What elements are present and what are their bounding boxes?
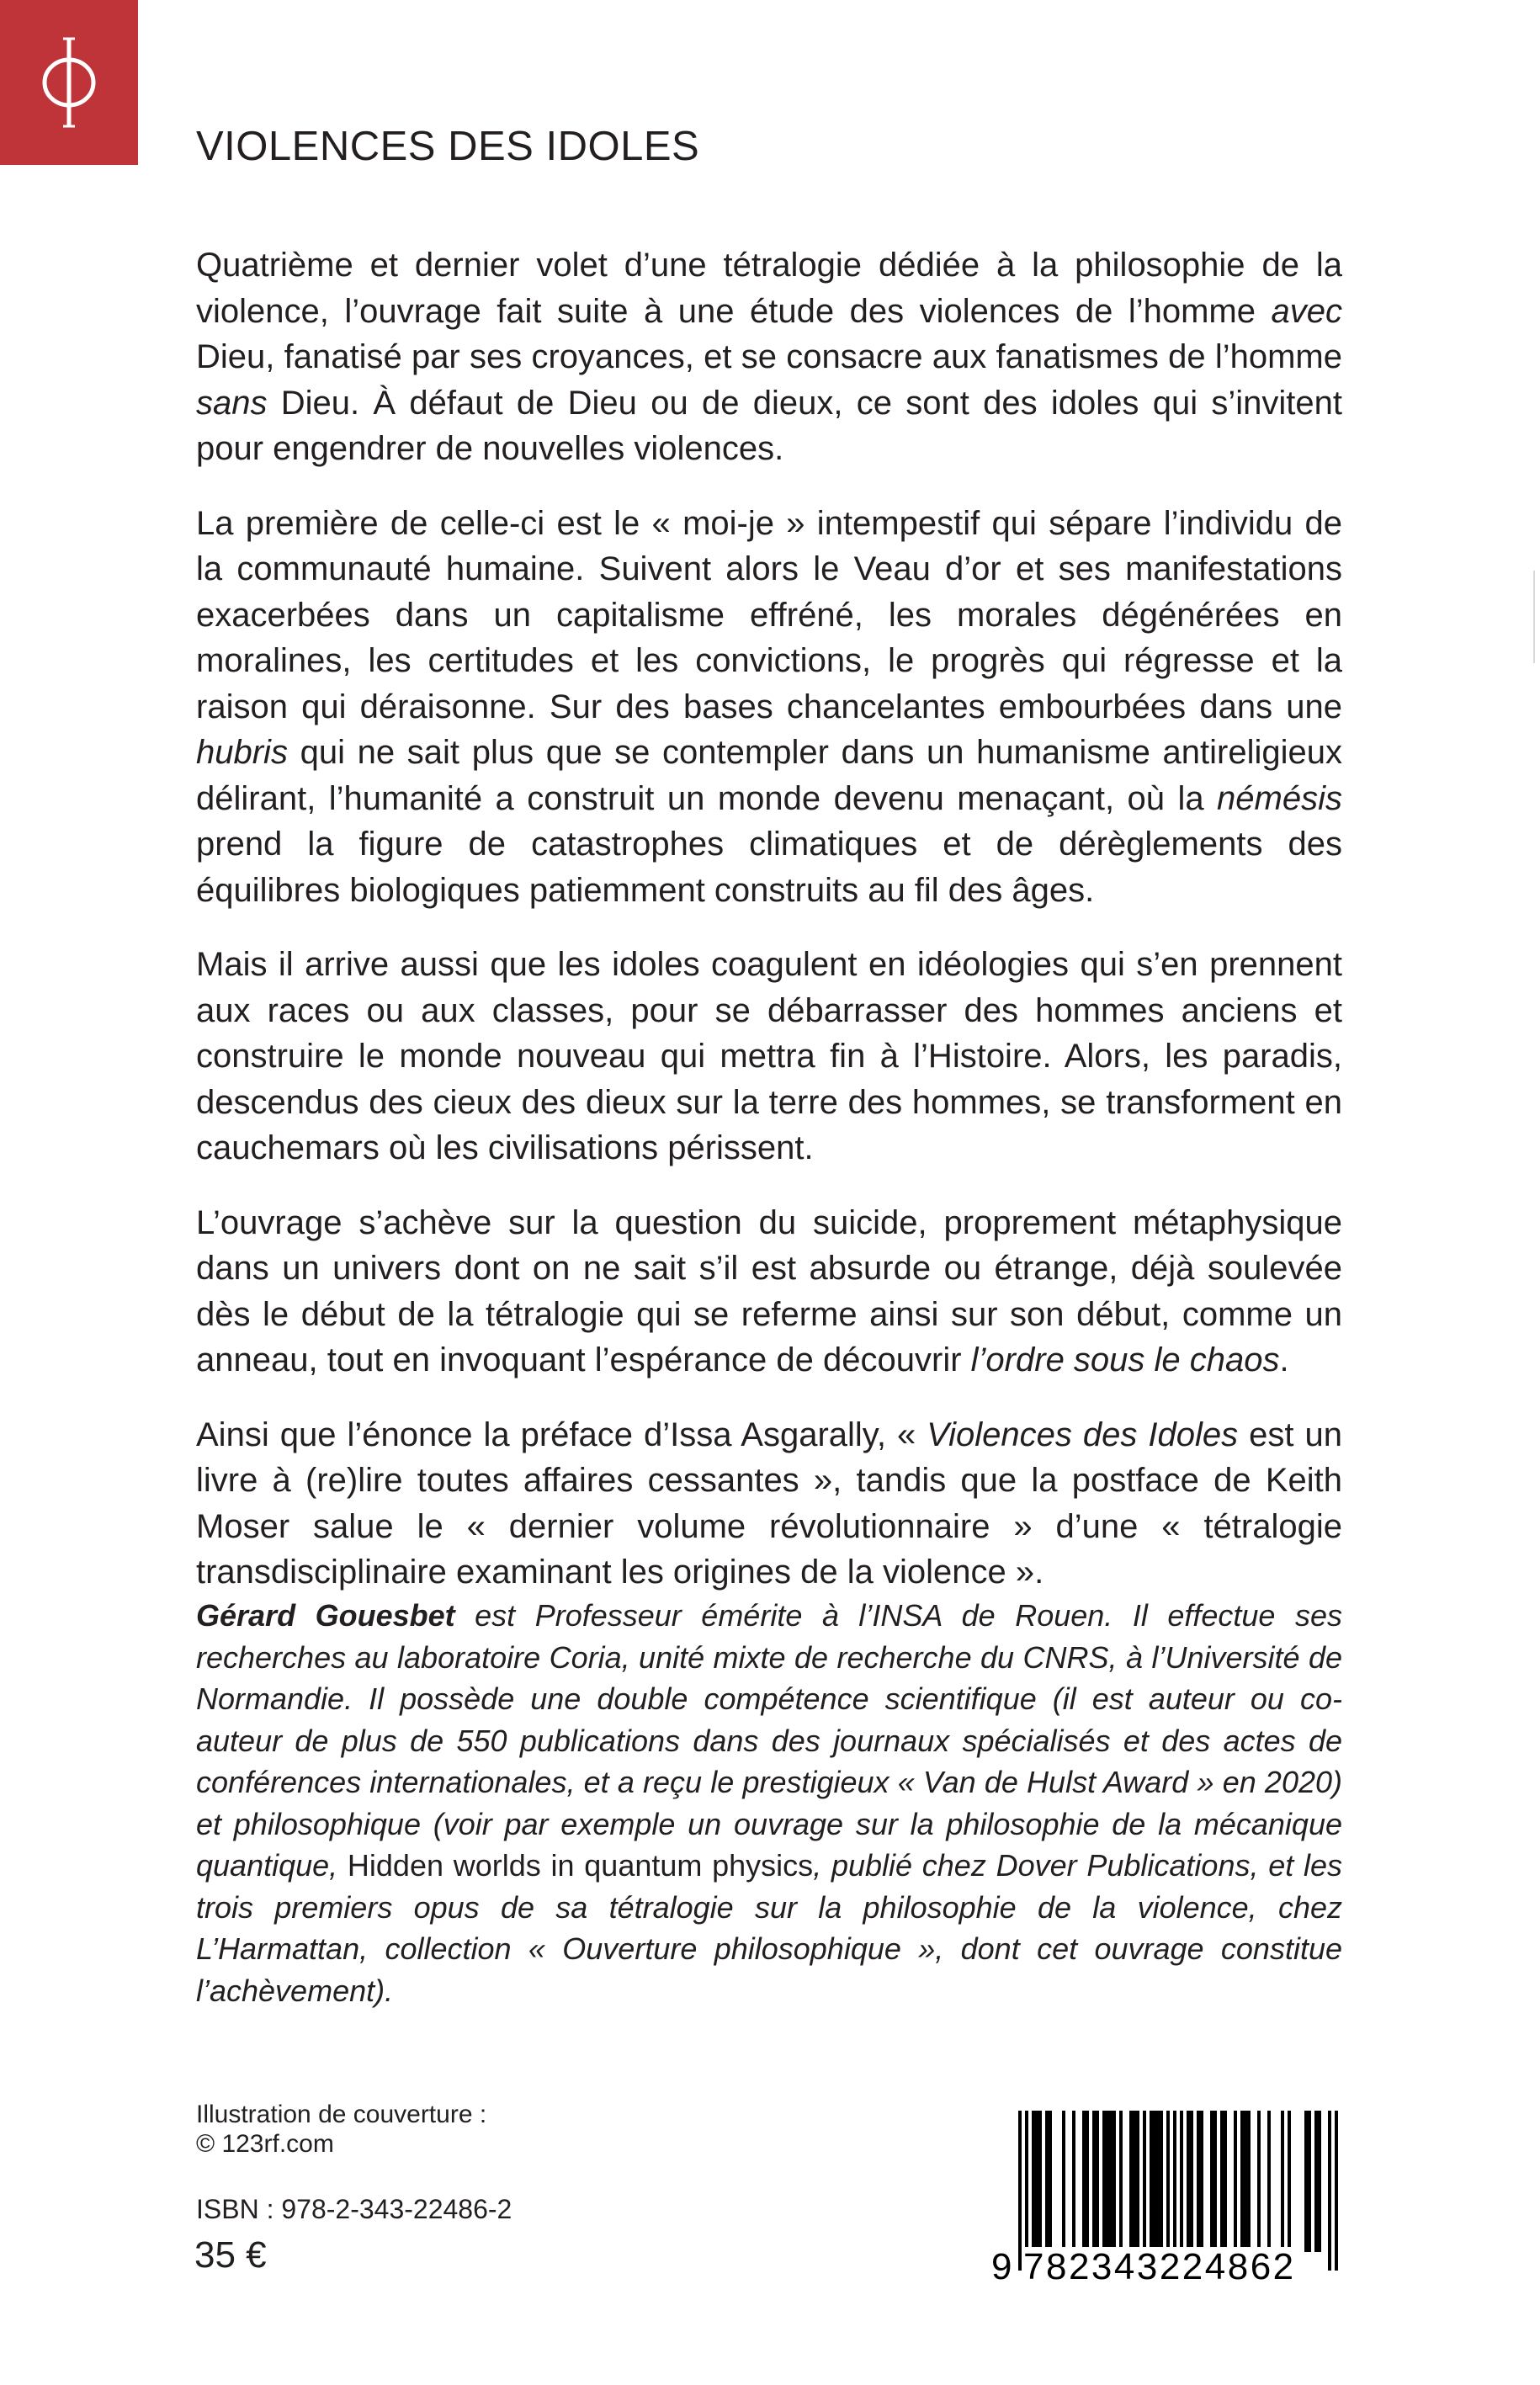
barcode-bar <box>1247 2111 1251 2252</box>
barcode-bar <box>1308 2111 1311 2252</box>
italic-run: sans <box>196 384 268 422</box>
barcode-bar <box>1160 2111 1163 2252</box>
italic-run: avec <box>1271 292 1342 330</box>
barcode-bar <box>1244 2111 1247 2252</box>
barcode-bar <box>1304 2111 1308 2252</box>
italic-run: hubris <box>196 734 288 771</box>
barcode-bar <box>1133 2111 1136 2252</box>
barcode-bar <box>1210 2111 1213 2252</box>
barcode-first-digit: 9 <box>991 2246 1012 2287</box>
author-bio-text-1: est Professeur émérite à l’INSA de Rouen. Il effectue ses recherches au laboratoire Coria, unité mixte de recherche du CNRS, à l’Université de Normandie. Il possède une double compétence scientifique (il est auteur ou co-auteur de plus de 550 publications dans des journaux spécialisés et des actes de conférences internationales, et a reçu le prestigieux « Van de Hulst Award » en 2020) et philosophique (voir par exemple un ouvrage sur la philosophie de la mécanique quantique, <box>196 1598 1342 1883</box>
barcode-bar <box>1220 2111 1224 2252</box>
barcode-bar <box>1072 2111 1075 2252</box>
barcode-bar <box>1200 2111 1203 2252</box>
barcode-bar <box>1129 2111 1133 2252</box>
barcode-bar <box>1049 2111 1052 2252</box>
barcode-bar <box>1136 2111 1139 2252</box>
barcode-bar <box>1288 2111 1291 2252</box>
barcode-bar <box>1156 2111 1160 2252</box>
barcode-bar <box>1082 2111 1086 2252</box>
barcode <box>991 2111 1343 2287</box>
publisher-logo <box>0 0 138 165</box>
credit-label: Illustration de couverture : <box>196 2101 487 2128</box>
barcode-bar <box>1281 2111 1284 2252</box>
italic-run: némésis <box>1217 779 1342 817</box>
barcode-bar <box>1038 2111 1042 2252</box>
author-bio <box>196 1595 1342 2011</box>
barcode-bar <box>1106 2111 1109 2252</box>
italic-run: l’ordre sous le chaos <box>970 1341 1280 1378</box>
barcode-bar <box>1086 2111 1089 2252</box>
book-title: VIOLENCES DES IDOLES <box>196 124 700 169</box>
barcode-bar <box>1045 2111 1049 2252</box>
barcode-bar <box>1109 2111 1113 2252</box>
blurb-paragraph-2: La première de celle-ci est le « moi-je » intempestif qui sépare l’individu de la communauté humaine. Suivent alors le Veau d’or et ses manifestations exacerbées dans un capitalisme effréné, les morales dégénérées en moralines, les certitudes et les convictions, le progrès qui régresse et la raison qui déraisonne. Sur des bases chancelantes embourbées dans une hubris qui ne sait plus que se contempler dans un humanisme antireligieux délirant, l’humanité a construit un monde devenu menaçant, où la némésis prend la figure de catastrophes climatiques et de dérèglements des équilibres biologiques patiemment construits au fil des âges. <box>196 504 1342 909</box>
blurb-paragraph-3: Mais il arrive aussi que les idoles coagulent en idéologies qui s’en prennent aux races ou aux classes, pour se débarrasser des hommes anciens et construire le monde nouveau qui mettra fin à l’Histoire. Alors, les paradis, descendus des cieux des dieux sur la terre des hommes, se transforment en cauchemars où les civilisations périssent. <box>196 946 1342 1166</box>
barcode-bar <box>1314 2111 1318 2252</box>
edge-mark <box>1533 571 1535 663</box>
barcode-bar <box>1190 2111 1193 2252</box>
barcode-bar <box>1113 2111 1116 2252</box>
price: 35 € <box>194 2234 267 2276</box>
author-bio-text-2: , publié chez Dover Publications, et les trois premiers opus de sa tétralogie sur la philosophie de la violence, chez L’Harmattan, collection « Ouverture philosophique », dont cet ouvrage constitue l’achèvement). <box>196 1848 1343 2008</box>
italic-run: Violences des Idoles <box>927 1416 1239 1453</box>
author-book-title: Hidden worlds in quantum physics <box>347 1848 814 1883</box>
blurb-paragraph-5: Ainsi que l’énonce la préface d’Issa Asgarally, « Violences des Idoles est un livre à (re)lire toutes affaires cessantes », tandis que la postface de Keith Moser salue le « dernier volume révolutionnaire » d’une « tétralogie transdisciplinaire examinant les origines de la violence ». <box>196 1416 1343 1591</box>
blurb-paragraph-1: Quatrième et dernier volet d’une tétralogie dédiée à la philosophie de la violence, l’ouvrage fait suite à une étude des violences de l’homme avec Dieu, fanatisé par ses croyances, et se consacre aux fanatismes de l’homme sans Dieu. À défaut de Dieu ou de dieux, ce sont des idoles qui s’invitent pour engendrer de nouvelles violences. <box>196 247 1342 467</box>
barcode-bar <box>1102 2111 1106 2252</box>
barcode-bar <box>1166 2111 1170 2252</box>
author-name: Gérard Gouesbet <box>196 1598 455 1633</box>
barcode-bar <box>1062 2111 1065 2252</box>
barcode-bar <box>1096 2111 1099 2252</box>
isbn: ISBN : 978-2-343-22486-2 <box>196 2194 512 2224</box>
barcode-bar <box>1150 2111 1153 2252</box>
barcode-bar <box>1032 2111 1035 2252</box>
blurb <box>196 242 1342 1596</box>
barcode-digits: 782343224862 <box>1023 2246 1296 2287</box>
phi-icon <box>35 32 103 133</box>
blurb-paragraph-4: L’ouvrage s’achève sur la question du suicide, proprement métaphysique dans un univers dont on ne sait s’il est absurde ou étrange, déjà soulevée dès le début de la tétralogie qui se referme ainsi sur son début, comme un anneau, tout en invoquant l’espérance de découvrir l’ordre sous le chaos. <box>196 1203 1342 1378</box>
barcode-bar <box>1318 2111 1321 2252</box>
credit-source: © 123rf.com <box>196 2130 334 2158</box>
barcode-bar <box>1197 2111 1200 2252</box>
barcode-bar <box>1267 2111 1271 2252</box>
barcode-bar <box>1092 2111 1096 2252</box>
barcode-bar <box>1143 2111 1146 2252</box>
barcode-bar <box>1257 2111 1261 2252</box>
barcode-bar <box>1153 2111 1156 2252</box>
barcode-number <box>991 2247 1343 2287</box>
barcode-bar <box>1213 2111 1217 2252</box>
barcode-bar <box>1224 2111 1227 2252</box>
barcode-bar <box>1035 2111 1038 2252</box>
cover-credit <box>196 2100 486 2159</box>
barcode-bar <box>1234 2111 1237 2252</box>
barcode-bar <box>1240 2111 1244 2252</box>
barcode-bar <box>1187 2111 1190 2252</box>
barcode-bar <box>1119 2111 1123 2252</box>
